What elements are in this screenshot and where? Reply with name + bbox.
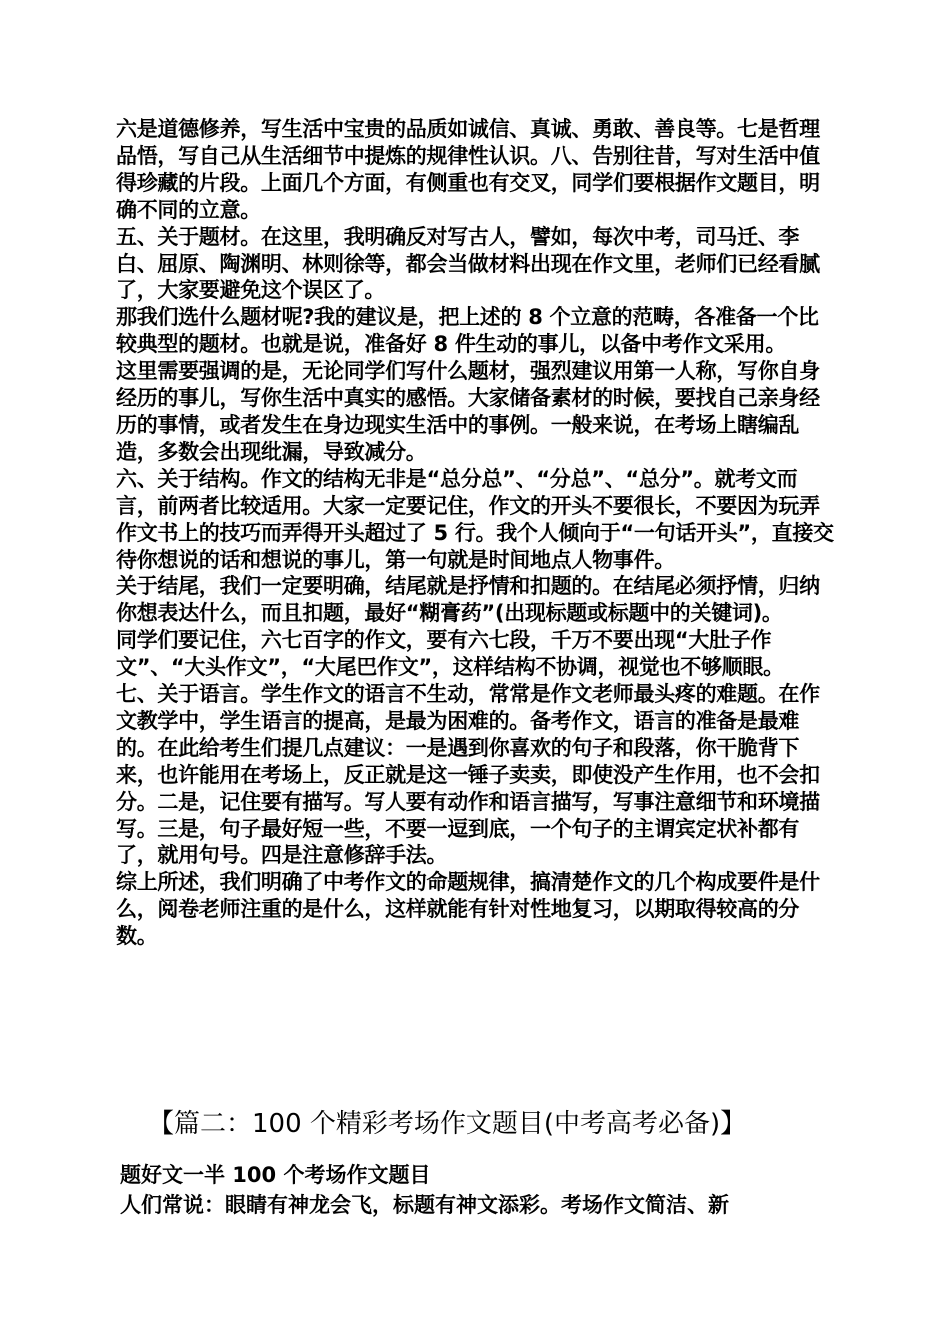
sub-text: 人们常说：眼睛有神龙会飞，标题有神文添彩。考场作文简洁、新 (120, 1193, 729, 1217)
paragraph-language: 七、关于语言。学生作文的语言不生动，常常是作文老师最头疼的难题。在作文教学中，学生语言的提高，是最为困难的。备考作文，语言的准备是最难的。在此给考生们提几点建议：一是遇到你喜欢的句子和段落，你干脆背下来，也许能用在考场上，反正就是这一锤子卖卖，即使没产生作用，也不会扣分。二是，记住要有描写。写人要有动作和语言描写，写事注意细节和环境描写。三是，句子最好短一些，不要一逗到底，一个句子的主谓宾定状补都有了，就用句号。四是注意修辞手法。 (116, 682, 820, 868)
paragraph-moral: 六是道德修养，写生活中宝贵的品质如诚信、真诚、勇敢、善良等。七是哲理品悟，写自己从生活细节中提炼的规律性认识。八、告别往昔，写对生活中值得珍藏的片段。上面几个方面，有侧重也有交叉，同学们要根据作文题目，明确不同的立意。 (116, 117, 820, 222)
sub-title: 题好文一半 100 个考场作文题目 (120, 1163, 431, 1187)
paragraph-length: 同学们要记住，六七百字的作文，要有六七段，千万不要出现“大肚子作文”、“大头作文”，“大尾巴作文”，这样结构不协调，视觉也不够顺眼。 (116, 628, 784, 680)
paragraph-topic-material: 五、关于题材。在这里，我明确反对写古人，譬如，每次中考，司马迁、李白、屈原、陶渊明、林则徐等，都会当做材料出现在作文里，老师们已经看腻了，大家要避免这个误区了。 (116, 224, 820, 303)
paragraph-first-person: 这里需要强调的是，无论同学们写什么题材，强烈建议用第一人称，写你自身经历的事儿，写你生活中真实的感悟。大家储备素材的时候，要找自己亲身经历的事情，或者发生在身边现实生活中的事例。一般来说，在考场上瞎编乱造，多数会出现纰漏，导致减分。 (116, 359, 820, 464)
body-text (116, 116, 836, 950)
section-heading: 【篇二：100 个精彩考场作文题目(中考高考必备)】 (148, 1109, 747, 1139)
sub-section (120, 1160, 840, 1220)
paragraph-choose-material: 那我们选什么题材呢?我的建议是，把上述的 8 个立意的范畴，各准备一个比较典型的题材。也就是说，准备好 8 件生动的事儿，以备中考作文采用。 (116, 305, 819, 357)
paragraph-structure: 六、关于结构。作文的结构无非是“总分总”、“分总”、“总分”。就考文而言，前两者比较适用。大家一定要记住，作文的开头不要很长，不要因为玩弄作文书上的技巧而弄得开头超过了 5 行。我个人倾向于“一句话开头”，直接交待你想说的话和想说的事儿，第一句就是时间地点人物事件。 (116, 466, 834, 572)
paragraph-summary: 综上所述，我们明确了中考作文的命题规律，搞清楚作文的几个构成要件是什么，阅卷老师注重的是什么，这样就能有针对性地复习，以期取得较高的分数。 (116, 870, 820, 949)
paragraph-ending: 关于结尾，我们一定要明确，结尾就是抒情和扣题的。在结尾必须抒情，归纳你想表达什么，而且扣题，最好“糊膏药”(出现标题或标题中的关键词)。 (116, 574, 820, 626)
